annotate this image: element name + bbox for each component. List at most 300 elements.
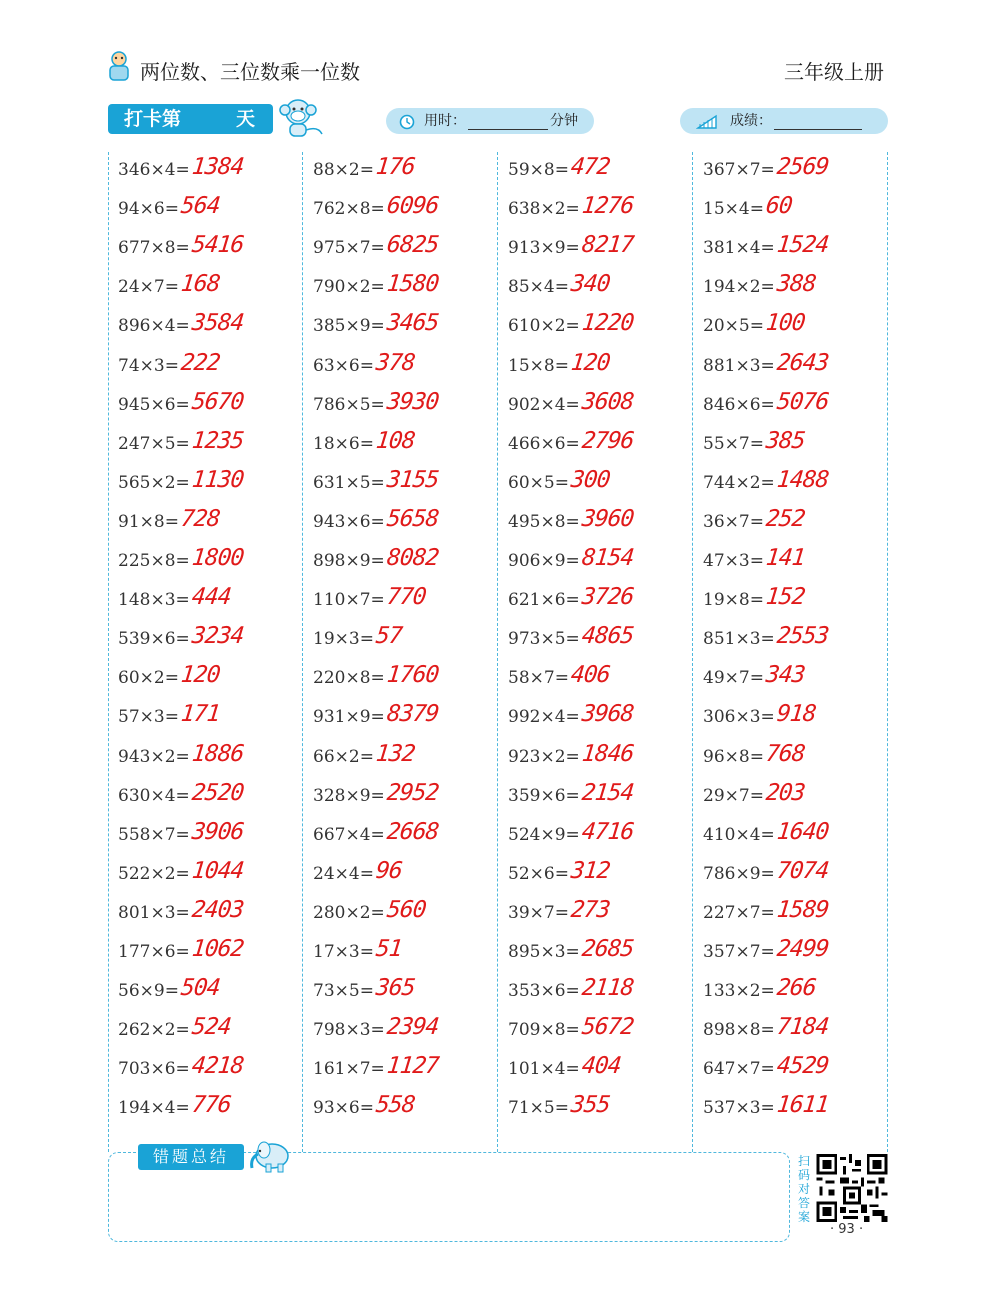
problem-row — [118, 152, 303, 191]
problem-row — [508, 1012, 693, 1051]
handwritten-answer[interactable]: 340 — [569, 271, 611, 298]
problem-row — [313, 856, 498, 895]
problem-row — [118, 660, 303, 699]
problem-row — [118, 1090, 303, 1129]
problem-expression: 906×9= — [508, 551, 580, 571]
handwritten-answer[interactable]: 918 — [775, 701, 817, 728]
problem-expression: 59×8= — [508, 160, 569, 180]
handwritten-answer[interactable]: 7074 — [775, 857, 830, 884]
handwritten-answer[interactable]: 51 — [374, 936, 404, 962]
problem-row — [313, 308, 498, 347]
problem-row — [118, 1051, 303, 1090]
clock-icon — [398, 112, 416, 139]
problem-row — [118, 778, 303, 817]
handwritten-answer[interactable]: 472 — [569, 154, 611, 180]
handwritten-answer[interactable]: 1640 — [775, 818, 830, 845]
problem-row — [508, 778, 693, 817]
problem-expression: 537×3= — [703, 1098, 775, 1119]
handwritten-answer[interactable]: 1235 — [190, 427, 245, 454]
handwritten-answer[interactable]: 1611 — [775, 1092, 830, 1119]
handwritten-answer[interactable]: 132 — [374, 740, 416, 767]
handwritten-answer[interactable]: 171 — [179, 701, 221, 728]
problem-column — [498, 152, 693, 1152]
problem-row — [508, 308, 693, 347]
handwritten-answer[interactable]: 524 — [190, 1014, 232, 1041]
problem-row — [508, 973, 693, 1012]
problem-expression: 24×4= — [313, 863, 374, 884]
problem-expression: 630×4= — [118, 785, 190, 806]
handwritten-answer[interactable]: 2668 — [385, 818, 440, 845]
handwritten-answer[interactable]: 770 — [385, 584, 427, 611]
problem-expression: 945×6= — [118, 394, 190, 415]
handwritten-answer[interactable]: 388 — [775, 271, 817, 298]
problem-expression: 101×4= — [508, 1059, 580, 1080]
problem-row — [508, 230, 693, 269]
problem-expression: 227×7= — [703, 902, 775, 923]
handwritten-answer[interactable]: 3968 — [580, 701, 635, 728]
handwritten-answer[interactable]: 558 — [374, 1092, 416, 1119]
problem-row — [118, 191, 303, 230]
handwritten-answer[interactable]: 1846 — [580, 740, 635, 767]
problem-row — [313, 543, 498, 582]
handwritten-answer[interactable]: 3155 — [385, 466, 440, 493]
handwritten-answer[interactable]: 1384 — [190, 154, 245, 180]
handwritten-answer[interactable]: 768 — [764, 740, 806, 767]
handwritten-answer[interactable]: 2569 — [775, 154, 830, 180]
handwritten-answer[interactable]: 5670 — [190, 388, 245, 415]
handwritten-answer[interactable]: 2643 — [775, 349, 830, 376]
handwritten-answer[interactable]: 3465 — [385, 310, 440, 337]
problem-row — [313, 1051, 498, 1090]
time-field — [386, 108, 594, 134]
problem-row — [118, 699, 303, 738]
problem-row — [313, 152, 498, 191]
problem-row — [313, 426, 498, 465]
handwritten-answer[interactable]: 2520 — [190, 779, 245, 806]
problem-expression: 709×8= — [508, 1020, 580, 1041]
problem-row — [118, 504, 303, 543]
problem-row — [118, 387, 303, 426]
problem-expression: 638×2= — [508, 199, 580, 220]
problem-row — [313, 934, 498, 973]
problem-expression: 895×3= — [508, 942, 580, 962]
handwritten-answer[interactable]: 222 — [179, 349, 221, 376]
problem-expression: 790×2= — [313, 277, 385, 298]
problem-expression: 677×8= — [118, 238, 190, 259]
problem-expression: 73×5= — [313, 981, 374, 1002]
handwritten-answer[interactable]: 203 — [764, 779, 806, 806]
handwritten-answer[interactable]: 1580 — [385, 271, 440, 298]
problem-expression: 703×6= — [118, 1059, 190, 1080]
problem-row — [313, 582, 498, 621]
handwritten-answer[interactable]: 176 — [374, 154, 416, 180]
problem-row — [508, 739, 693, 778]
problem-row — [703, 1012, 888, 1051]
handwritten-answer[interactable]: 5076 — [775, 388, 830, 415]
problem-expression: 280×2= — [313, 902, 385, 923]
handwritten-answer[interactable]: 378 — [374, 349, 416, 376]
problem-row — [313, 465, 498, 504]
chart-icon — [696, 112, 718, 139]
problem-row — [703, 699, 888, 738]
problem-row — [508, 387, 693, 426]
handwritten-answer[interactable]: 152 — [764, 584, 806, 611]
problem-expression: 29×7= — [703, 785, 764, 806]
problem-row — [313, 699, 498, 738]
problem-row — [508, 856, 693, 895]
handwritten-answer[interactable]: 2685 — [580, 936, 635, 962]
problem-expression: 24×7= — [118, 277, 179, 298]
handwritten-answer[interactable]: 1488 — [775, 466, 830, 493]
problem-row — [118, 934, 303, 973]
problem-expression: 898×8= — [703, 1020, 775, 1041]
problem-row — [118, 582, 303, 621]
problem-expression: 846×6= — [703, 394, 775, 415]
handwritten-answer[interactable]: 8082 — [385, 545, 440, 571]
checkin-day: 天 — [236, 108, 256, 130]
handwritten-answer[interactable]: 560 — [385, 896, 427, 923]
handwritten-answer[interactable]: 120 — [569, 349, 611, 376]
handwritten-answer[interactable]: 4218 — [190, 1053, 245, 1080]
problem-row — [118, 895, 303, 934]
problem-expression: 943×2= — [118, 746, 190, 767]
problem-expression: 220×8= — [313, 668, 385, 689]
problem-expression: 973×5= — [508, 629, 580, 650]
problem-row — [508, 699, 693, 738]
problem-row — [703, 1090, 888, 1129]
problem-row — [703, 308, 888, 347]
problem-row — [508, 543, 693, 582]
handwritten-answer[interactable]: 1130 — [190, 466, 245, 493]
problem-row — [703, 778, 888, 817]
problem-expression: 385×9= — [313, 316, 385, 337]
problem-expression: 39×7= — [508, 902, 569, 923]
problem-expression: 36×7= — [703, 511, 764, 532]
problem-expression: 60×5= — [508, 472, 569, 493]
problem-row — [508, 582, 693, 621]
problem-expression: 58×7= — [508, 668, 569, 689]
problem-row — [703, 1051, 888, 1090]
problem-row — [313, 504, 498, 543]
problem-row — [118, 348, 303, 387]
problem-expression: 47×3= — [703, 551, 764, 571]
problem-expression: 798×3= — [313, 1020, 385, 1041]
problem-row — [703, 387, 888, 426]
problem-row — [703, 191, 888, 230]
problem-row — [508, 348, 693, 387]
problem-row — [703, 895, 888, 934]
problem-row — [703, 152, 888, 191]
problem-row — [703, 269, 888, 308]
handwritten-answer[interactable]: 1524 — [775, 232, 830, 259]
problem-row — [118, 269, 303, 308]
problem-row — [118, 1012, 303, 1051]
handwritten-answer[interactable]: 2952 — [385, 779, 440, 806]
problem-row — [703, 621, 888, 660]
problem-row — [118, 543, 303, 582]
problem-expression: 923×2= — [508, 746, 580, 767]
problem-column — [303, 152, 498, 1152]
problem-row — [703, 465, 888, 504]
problem-expression: 225×8= — [118, 551, 190, 571]
problem-expression: 466×6= — [508, 433, 580, 454]
problem-expression: 93×6= — [313, 1098, 374, 1119]
problem-expression: 55×7= — [703, 433, 764, 454]
problem-row — [313, 1090, 498, 1129]
handwritten-answer[interactable]: 2118 — [580, 975, 635, 1002]
problem-row — [508, 621, 693, 660]
handwritten-answer[interactable]: 776 — [190, 1092, 232, 1119]
problem-expression: 66×2= — [313, 746, 374, 767]
problem-expression: 610×2= — [508, 316, 580, 337]
problem-expression: 898×9= — [313, 551, 385, 571]
elephant-icon — [246, 1136, 294, 1174]
scan-answer-text: 扫码对答案 — [798, 1154, 811, 1224]
problem-row — [508, 934, 693, 973]
score-label: 成绩： — [730, 113, 772, 129]
problem-expression: 133×2= — [703, 981, 775, 1002]
handwritten-answer[interactable]: 1062 — [190, 936, 245, 962]
handwritten-answer[interactable]: 168 — [179, 271, 221, 298]
handwritten-answer[interactable]: 57 — [374, 623, 404, 650]
handwritten-answer[interactable]: 3608 — [580, 388, 635, 415]
problem-row — [313, 739, 498, 778]
problem-expression: 247×5= — [118, 433, 190, 454]
page-number: · 93 · — [830, 1222, 864, 1237]
problem-column — [108, 152, 303, 1152]
problem-expression: 943×6= — [313, 511, 385, 532]
problem-expression: 85×4= — [508, 277, 569, 298]
problem-expression: 975×7= — [313, 238, 385, 259]
problem-expression: 902×4= — [508, 394, 580, 415]
handwritten-answer[interactable]: 2154 — [580, 779, 635, 806]
handwritten-answer[interactable]: 108 — [374, 427, 416, 454]
mistake-summary-label: 错题总结 — [138, 1144, 244, 1170]
handwritten-answer[interactable]: 1589 — [775, 896, 830, 923]
problem-row — [313, 817, 498, 856]
problem-expression: 786×5= — [313, 394, 385, 415]
time-label: 用时： — [424, 113, 466, 129]
problem-row — [313, 621, 498, 660]
handwritten-answer[interactable]: 5658 — [385, 505, 440, 532]
handwritten-answer[interactable]: 1220 — [580, 310, 635, 337]
problem-row — [508, 1051, 693, 1090]
problem-expression: 63×6= — [313, 355, 374, 376]
handwritten-answer[interactable]: 3726 — [580, 584, 635, 611]
handwritten-answer[interactable]: 406 — [569, 662, 611, 689]
problem-expression: 913×9= — [508, 238, 580, 259]
problem-expression: 931×9= — [313, 707, 385, 728]
handwritten-answer[interactable]: 8154 — [580, 545, 635, 571]
handwritten-answer[interactable]: 3930 — [385, 388, 440, 415]
problem-expression: 522×2= — [118, 863, 190, 884]
handwritten-answer[interactable]: 312 — [569, 857, 611, 884]
problem-row — [508, 426, 693, 465]
problem-expression: 524×9= — [508, 824, 580, 845]
column-divider — [108, 152, 109, 1152]
problem-expression: 96×8= — [703, 746, 764, 767]
handwritten-answer[interactable]: 1760 — [385, 662, 440, 689]
problem-expression: 74×3= — [118, 355, 179, 376]
handwritten-answer[interactable]: 343 — [764, 662, 806, 689]
handwritten-answer[interactable]: 564 — [179, 193, 221, 220]
handwritten-answer[interactable]: 2499 — [775, 936, 830, 962]
problem-expression: 346×4= — [118, 160, 190, 180]
handwritten-answer[interactable]: 4716 — [580, 818, 635, 845]
handwritten-answer[interactable]: 1276 — [580, 193, 635, 220]
problem-expression: 357×7= — [703, 942, 775, 962]
handwritten-answer[interactable]: 355 — [569, 1092, 611, 1119]
problem-row — [508, 817, 693, 856]
handwritten-answer[interactable]: 7184 — [775, 1014, 830, 1041]
handwritten-answer[interactable]: 2394 — [385, 1014, 440, 1041]
problem-expression: 881×3= — [703, 355, 775, 376]
problem-row — [508, 191, 693, 230]
handwritten-answer[interactable]: 2403 — [190, 896, 245, 923]
problem-row — [508, 152, 693, 191]
problem-expression: 647×7= — [703, 1059, 775, 1080]
handwritten-answer[interactable]: 2553 — [775, 623, 830, 650]
grade-label: 三年级上册 — [784, 60, 884, 84]
problem-expression: 148×3= — [118, 590, 190, 611]
problem-row — [508, 660, 693, 699]
problem-expression: 359×6= — [508, 785, 580, 806]
handwritten-answer[interactable]: 252 — [764, 505, 806, 532]
handwritten-answer[interactable]: 3906 — [190, 818, 245, 845]
problem-expression: 52×6= — [508, 863, 569, 884]
problem-expression: 328×9= — [313, 785, 385, 806]
problem-row — [313, 895, 498, 934]
problem-expression: 896×4= — [118, 316, 190, 337]
problem-expression: 565×2= — [118, 472, 190, 493]
handwritten-answer[interactable]: 504 — [179, 975, 221, 1002]
problem-expression: 19×8= — [703, 590, 764, 611]
problem-expression: 177×6= — [118, 942, 190, 962]
handwritten-answer[interactable]: 1127 — [385, 1053, 440, 1080]
checkin-banner — [108, 104, 273, 134]
handwritten-answer[interactable]: 1886 — [190, 740, 245, 767]
problem-expression: 262×2= — [118, 1020, 190, 1041]
problem-row — [118, 426, 303, 465]
problem-row — [703, 660, 888, 699]
problem-expression: 495×8= — [508, 511, 580, 532]
problem-row — [508, 504, 693, 543]
problem-row — [313, 269, 498, 308]
qr-code[interactable] — [816, 1154, 888, 1222]
problem-expression: 762×8= — [313, 199, 385, 220]
problem-expression: 71×5= — [508, 1098, 569, 1119]
problem-expression: 57×3= — [118, 707, 179, 728]
problem-row — [118, 621, 303, 660]
problem-expression: 410×4= — [703, 824, 775, 845]
handwritten-answer[interactable]: 141 — [764, 545, 806, 571]
problem-row — [313, 1012, 498, 1051]
problem-row — [313, 973, 498, 1012]
problem-expression: 667×4= — [313, 824, 385, 845]
problem-row — [703, 230, 888, 269]
handwritten-answer[interactable]: 3234 — [190, 623, 245, 650]
handwritten-answer[interactable]: 8217 — [580, 232, 635, 259]
problem-expression: 558×7= — [118, 824, 190, 845]
handwritten-answer[interactable]: 5416 — [190, 232, 245, 259]
problem-row — [703, 426, 888, 465]
problem-row — [703, 348, 888, 387]
handwritten-answer[interactable]: 4865 — [580, 623, 635, 650]
problem-expression: 194×4= — [118, 1098, 190, 1119]
handwritten-answer[interactable]: 385 — [764, 427, 806, 454]
problem-expression: 786×9= — [703, 863, 775, 884]
handwritten-answer[interactable]: 120 — [179, 662, 221, 689]
problem-row — [703, 582, 888, 621]
problem-row — [118, 230, 303, 269]
score-blank[interactable] — [774, 113, 862, 130]
problem-row — [703, 543, 888, 582]
problem-row — [703, 504, 888, 543]
problem-expression: 60×2= — [118, 668, 179, 689]
problem-expression: 367×7= — [703, 160, 775, 180]
problem-row — [118, 465, 303, 504]
problem-expression: 19×3= — [313, 629, 374, 650]
handwritten-answer[interactable]: 404 — [580, 1053, 622, 1080]
problem-expression: 801×3= — [118, 902, 190, 923]
worksheet — [108, 152, 888, 1152]
problem-row — [508, 895, 693, 934]
handwritten-answer[interactable]: 100 — [764, 310, 806, 337]
handwritten-answer[interactable]: 2796 — [580, 427, 635, 454]
handwritten-answer[interactable]: 3960 — [580, 505, 635, 532]
handwritten-answer[interactable]: 6825 — [385, 232, 440, 259]
handwritten-answer[interactable]: 444 — [190, 584, 232, 611]
problem-expression: 15×4= — [703, 199, 764, 220]
handwritten-answer[interactable]: 273 — [569, 896, 611, 923]
time-blank[interactable] — [468, 113, 548, 130]
handwritten-answer[interactable]: 60 — [764, 193, 794, 220]
handwritten-answer[interactable]: 1044 — [190, 857, 245, 884]
score-field — [680, 108, 888, 134]
problem-expression: 851×3= — [703, 629, 775, 650]
problem-row — [313, 348, 498, 387]
handwritten-answer[interactable]: 728 — [179, 505, 221, 532]
problem-row — [118, 308, 303, 347]
problem-row — [118, 817, 303, 856]
problem-expression: 88×2= — [313, 160, 374, 180]
problem-row — [703, 856, 888, 895]
monkey-icon — [270, 96, 330, 140]
handwritten-answer[interactable]: 266 — [775, 975, 817, 1002]
handwritten-answer[interactable]: 3584 — [190, 310, 245, 337]
handwritten-answer[interactable]: 96 — [374, 857, 404, 884]
problem-expression: 17×3= — [313, 942, 374, 962]
problem-row — [703, 934, 888, 973]
problem-expression: 91×8= — [118, 511, 179, 532]
problem-row — [313, 191, 498, 230]
problem-expression: 15×8= — [508, 355, 569, 376]
problem-expression: 20×5= — [703, 316, 764, 337]
handwritten-answer[interactable]: 300 — [569, 466, 611, 493]
problem-expression: 194×2= — [703, 277, 775, 298]
handwritten-answer[interactable]: 4529 — [775, 1053, 830, 1080]
handwritten-answer[interactable]: 8379 — [385, 701, 440, 728]
handwritten-answer[interactable]: 6096 — [385, 193, 440, 220]
handwritten-answer[interactable]: 5672 — [580, 1014, 635, 1041]
problem-row — [313, 387, 498, 426]
problem-row — [313, 778, 498, 817]
problem-expression: 161×7= — [313, 1059, 385, 1080]
problem-expression: 110×7= — [313, 590, 385, 611]
handwritten-answer[interactable]: 1800 — [190, 545, 245, 571]
problem-expression: 992×4= — [508, 707, 580, 728]
handwritten-answer[interactable]: 365 — [374, 975, 416, 1002]
